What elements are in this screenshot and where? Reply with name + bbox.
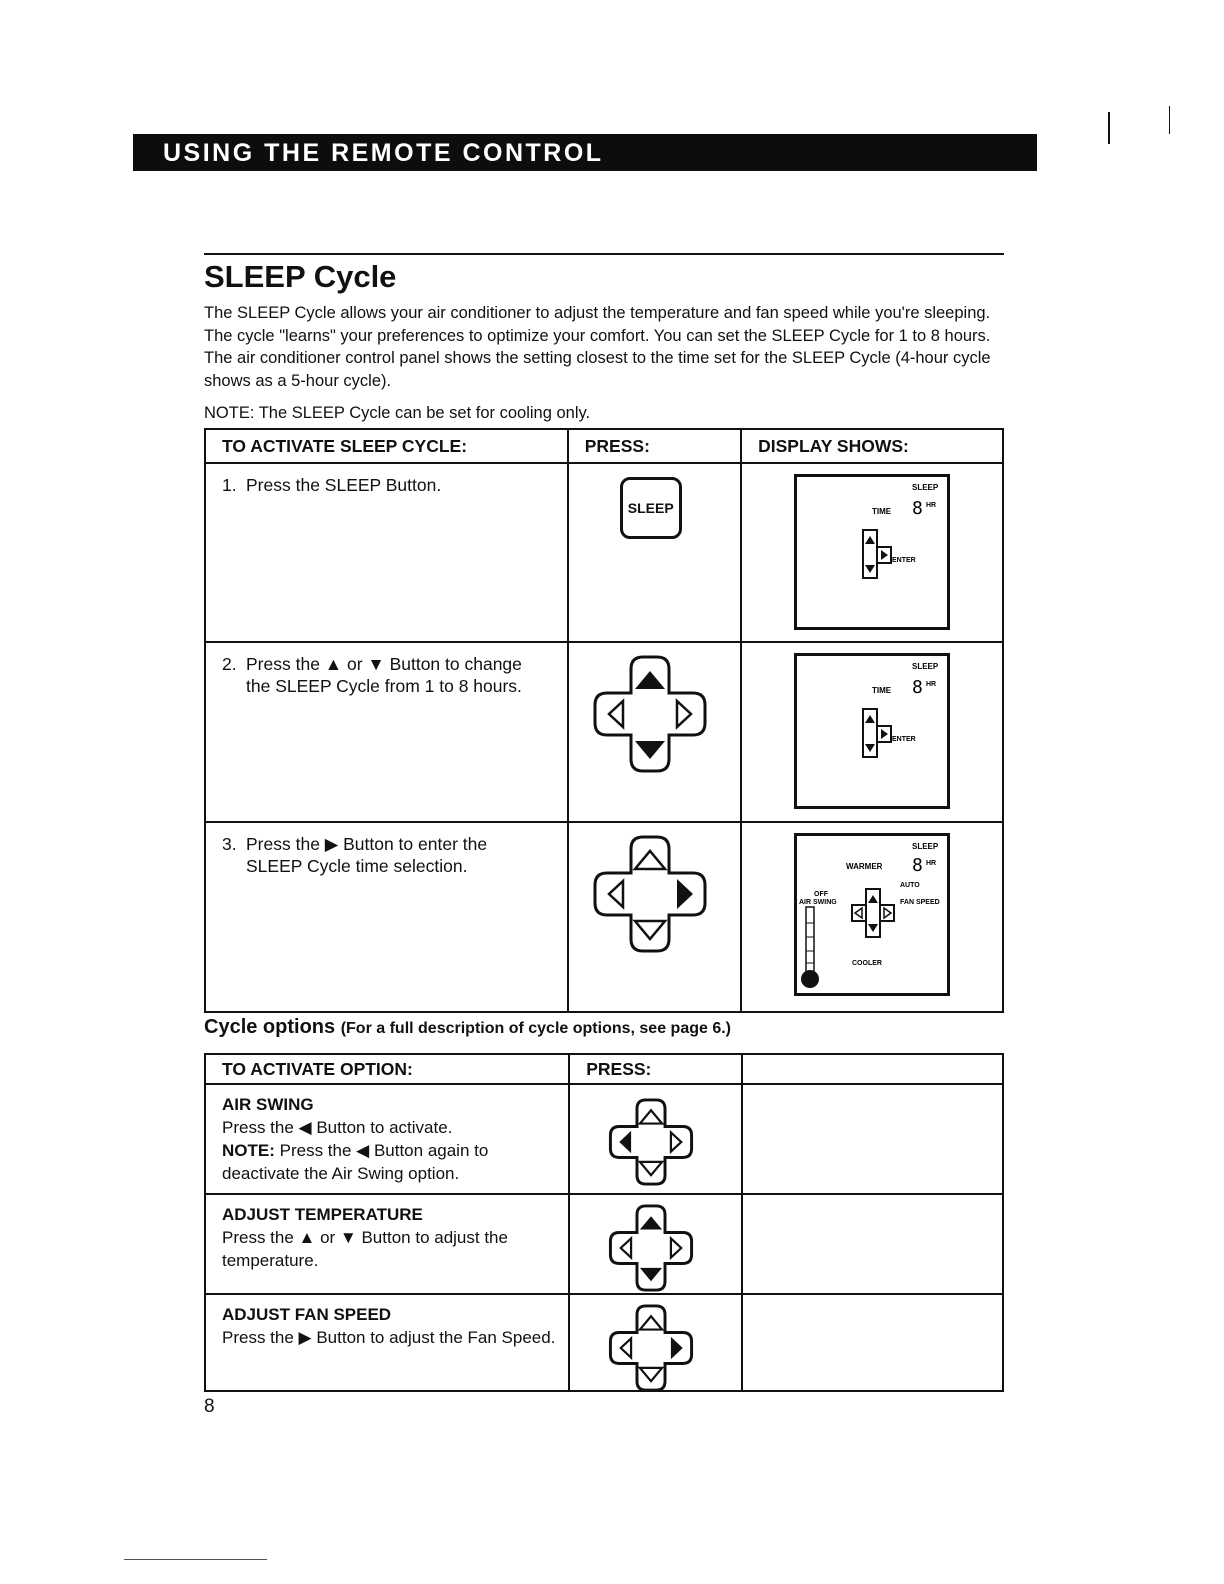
display-fan-speed-label: FAN SPEED [900, 899, 940, 906]
option-note: Press the ◀ Button again to deactivate the Air Swing option. [222, 1141, 489, 1183]
display-digit: 8 [912, 855, 923, 876]
table-row [205, 642, 1003, 822]
step-number: 3. [222, 834, 237, 854]
option-note-label: NOTE: [222, 1141, 275, 1160]
display-enter-label: ENTER [892, 557, 916, 564]
display-sleep-label: SLEEP [912, 842, 939, 851]
table-header: TO ACTIVATE OPTION: [205, 1054, 569, 1084]
table-header [742, 1054, 1003, 1084]
table-row [205, 463, 1003, 642]
step-number: 1. [222, 475, 237, 495]
page-number: 8 [204, 1396, 215, 1417]
section-intro: The SLEEP Cycle allows your air conditioner to adjust the temperature and fan speed while you're sleeping. The cycle "learns" your preferences to optimize your comfort. You can set the SLEEP Cycle for 1 to 8 hours. The air conditioner control panel shows the setting closest to the time set for the SLEEP Cycle (4-hour cycle shows as a 5-hour cycle). [204, 304, 991, 390]
table-header: TO ACTIVATE SLEEP CYCLE: [205, 429, 568, 463]
table-row [205, 1084, 1003, 1194]
table-header: PRESS: [568, 429, 741, 463]
step-text: Press the SLEEP Button. [246, 475, 442, 495]
step-number: 2. [222, 654, 237, 674]
option-text: Press the ▲ or ▼ Button to adjust the temperature. [222, 1228, 508, 1270]
thermometer-icon [806, 907, 814, 975]
display-off-label: OFF [814, 891, 829, 898]
display-hr-label: HR [926, 860, 937, 867]
display-time-label: TIME [872, 507, 892, 516]
display-hr-label: HR [926, 681, 937, 688]
edge-mark [1108, 112, 1110, 144]
section-note: NOTE: The SLEEP Cycle can be set for cooling only. [204, 404, 591, 422]
display-panel [794, 833, 950, 998]
bottom-line [124, 1559, 267, 1560]
option-title: AIR SWING [222, 1095, 314, 1114]
display-digit: 8 [912, 498, 923, 519]
table-row [205, 1294, 1003, 1391]
display-auto-label: AUTO [900, 882, 920, 889]
arrow-pad-up-down[interactable] [589, 653, 711, 775]
cycle-options-subtitle: (For a full description of cycle options, see page 6.) [340, 1020, 731, 1037]
option-title: ADJUST FAN SPEED [222, 1305, 392, 1324]
option-title: ADJUST TEMPERATURE [222, 1205, 423, 1224]
cycle-options-table [204, 1053, 1004, 1392]
display-digit: 8 [912, 677, 923, 698]
display-enter-label: ENTER [892, 736, 916, 743]
display-hr-label: HR [926, 502, 937, 509]
arrow-pad-right[interactable] [606, 1303, 696, 1393]
arrow-pad-left[interactable] [606, 1097, 696, 1187]
sleep-button-label: SLEEP [627, 500, 674, 516]
header-title: USING THE REMOTE CONTROL [163, 139, 604, 167]
option-text: Press the ▶ Button to adjust the Fan Speed. [222, 1328, 556, 1347]
display-sleep-label: SLEEP [912, 483, 939, 492]
arrow-pad-up-down[interactable] [606, 1203, 696, 1293]
table-row [205, 822, 1003, 1012]
display-sleep-label: SLEEP [912, 662, 939, 671]
edge-mark [1169, 106, 1170, 134]
option-text: Press the ◀ Button to activate. [222, 1118, 453, 1137]
sleep-cycle-table [204, 428, 1004, 1013]
table-header: DISPLAY SHOWS: [741, 429, 1003, 463]
section-title: SLEEP Cycle [204, 259, 397, 294]
arrow-pad-right[interactable] [589, 833, 711, 955]
step-text: Press the ▶ Button to enter the SLEEP Cycle time selection. [246, 834, 488, 876]
sleep-button[interactable] [620, 477, 682, 539]
display-panel [794, 474, 950, 630]
display-time-label: TIME [872, 686, 892, 695]
display-panel [794, 653, 950, 809]
step-text: Press the ▲ or ▼ Button to change the SLEEP Cycle from 1 to 8 hours. [246, 654, 522, 696]
display-cooler-label: COOLER [852, 960, 883, 967]
section-rule [204, 253, 1004, 255]
display-air-swing-label: AIR SWING [799, 899, 837, 906]
cycle-options-heading [204, 1016, 731, 1039]
cycle-options-title: Cycle options [204, 1016, 336, 1038]
display-warmer-label: WARMER [846, 862, 883, 871]
table-row [205, 1194, 1003, 1294]
table-header: PRESS: [569, 1054, 742, 1084]
